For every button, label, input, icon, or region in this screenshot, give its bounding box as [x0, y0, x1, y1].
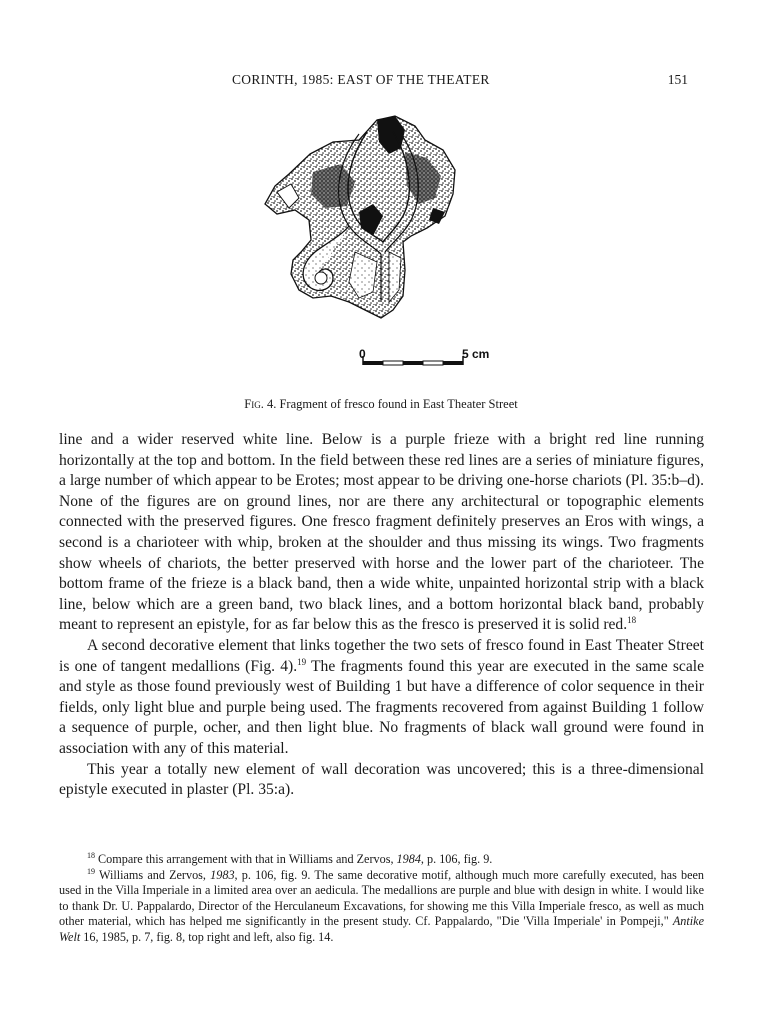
footnote-18-text: Compare this arrangement with that in Williams and Zervos, [95, 852, 397, 866]
footnote-19-text: Williams and Zervos, [95, 867, 211, 882]
footnotes [59, 852, 704, 946]
footnote-ref-18: 18 [627, 615, 637, 626]
fresco-figure [255, 112, 505, 382]
footnote-number-18: 18 [87, 851, 95, 860]
page-number: 151 [667, 72, 688, 87]
scale-label-five: 5 cm [462, 347, 490, 361]
running-head [0, 72, 762, 92]
paragraph-3-text: This year a totally new element of wall decoration was uncovered; this is a three-dimensional epistyle executed in plaster (Pl. 35:a). [59, 760, 704, 799]
paragraph-1-text: line and a wider reserved white line. Below is a purple frieze with a bright red line running horizontally at the top and bottom. In the field between these red lines are a series of miniature figures, a large number of which appear to be Erotes; most appear to be driving one-horse chariots (Pl. 35:b–d). None of the figures are on ground lines, nor are there any architectural or topographic elements connected with the preserved figures. One fresco fragment definitely preserves an Eros with wings, a second is a charioteer with whip, broken at the shoulder and thus missing its wings. Two fragments show wheels of chariots, the better preserved with horse and the lower part of the charioteer. The bottom frame of the frieze is a black band, then a wide white, unpainted horizontal strip with a black line, below which are a green band, two black lines, and a bottom horizontal black band, probably meant to represent an epistyle, for as far below this as the fresco is preserved it is solid red. [59, 431, 704, 634]
body-text [59, 430, 704, 801]
scale-label-zero: 0 [359, 347, 366, 361]
scale-bar [359, 347, 489, 365]
footnote-19-italic: 1983 [210, 867, 235, 882]
paragraph-2-text-b: The fragments found this year are executed in the same scale and style as those found previously west of Building 1 but have a difference of color sequence in their fields, only light blue and purple being used. The fragments recovered from against Building 1 follow a sequence of purple, ocher, and then light blue. No fragments of black wall ground were found in association with any of this material. [59, 657, 704, 757]
caption-prefix: Fig [244, 397, 261, 411]
running-title: CORINTH, 1985: EAST OF THE THEATER [232, 72, 490, 87]
footnote-ref-19: 19 [297, 656, 307, 667]
paragraph-3 [59, 760, 704, 801]
figure-caption [0, 397, 762, 412]
footnote-19 [59, 868, 704, 946]
paragraph-1 [59, 430, 704, 636]
footnote-number-19: 19 [87, 866, 95, 876]
paragraph-2 [59, 636, 704, 760]
footnote-18 [59, 852, 704, 868]
caption-text: . 4. Fragment of fresco found in East Theater Street [260, 397, 518, 411]
footnote-19-text-end: 16, 1985, p. 7, fig. 8, top right and left, also fig. 14. [80, 929, 334, 944]
footnote-19-text-mid: , p. 106, fig. 9. The same decorative motif, although much more carefully executed, has been used in the Villa Imperiale in a limited area over an aedicula. The medallions are purple and blue with design in white. I would like to thank Dr. U. Pappalardo, Director of the Herculaneum Excavations, for showing me this Villa Imperiale fresco, as well as much other material, which has helped me significantly in the present study. Cf. Pappalardo, "Die 'Villa Imperiale' in Pompeji," [59, 867, 704, 929]
footnote-18-italic: 1984 [396, 852, 421, 866]
footnote-18-text-end: , p. 106, fig. 9. [420, 852, 493, 866]
paragraph-2-text-a: A second decorative element that links together the two sets of fresco found in East Theater Street is one of tangent medallions (Fig. 4). [59, 636, 704, 675]
footnote-19-italic-journal: Antike Welt [59, 914, 704, 944]
fresco-fragment-drawing [265, 116, 455, 318]
